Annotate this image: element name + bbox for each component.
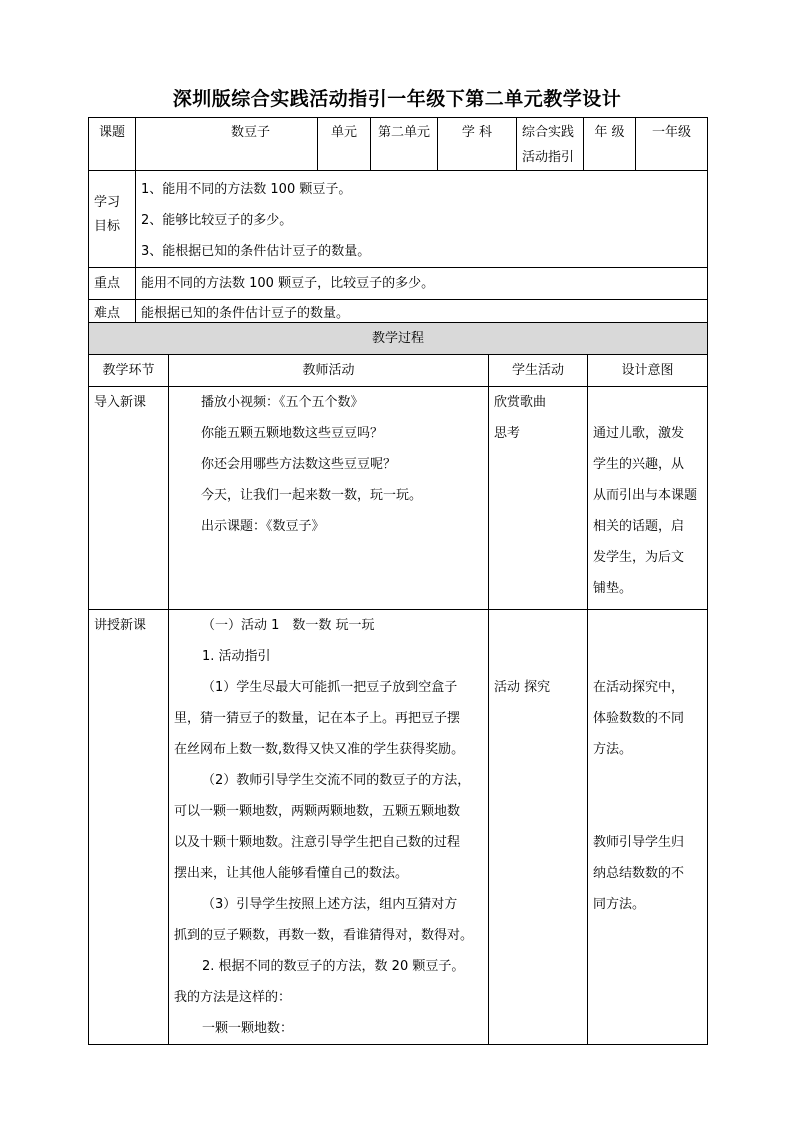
goal-item: 1、能用不同的方法数 100 颗豆子。 xyxy=(141,182,352,197)
intro-student xyxy=(489,387,588,610)
course-label: 课题 xyxy=(89,118,136,171)
lesson-student xyxy=(489,610,588,1045)
subject-value xyxy=(517,118,584,171)
teacher-line: 1. 活动指引 xyxy=(202,649,271,664)
teacher-line: 在丝网布上数一数,数得又快又准的学生获得奖励。 xyxy=(174,742,465,757)
teacher-line: （2）教师引导学生交流不同的数豆子的方法， xyxy=(202,773,471,788)
teacher-line: 2. 根据不同的数豆子的方法，数 20 颗豆子。 xyxy=(202,959,465,974)
column-student: 学生活动 xyxy=(489,355,588,387)
key-point-text: 能用不同的方法数 100 颗豆子，比较豆子的多少。 xyxy=(136,268,708,300)
student-line: 欣赏歌曲 xyxy=(494,395,547,410)
intent-line: 方法。 xyxy=(593,742,633,757)
teacher-line: （一）活动 1 数一数 玩一玩 xyxy=(202,618,375,633)
goals-label-line1: 学习 xyxy=(94,195,121,210)
teacher-line: 里，猜一猜豆子的数量，记在本子上。再把豆子摆 xyxy=(174,711,461,726)
teacher-line: 以及十颗十颗地数。注意引导学生把自己数的过程 xyxy=(174,835,461,850)
intent-line: 相关的话题，启 xyxy=(593,519,685,534)
subject-value-line1: 综合实践 xyxy=(522,125,575,140)
grade-label: 年 级 xyxy=(584,118,636,171)
course-value: 数豆子 xyxy=(136,118,318,171)
intent-line: 在活动探究中， xyxy=(593,680,685,695)
intent-line: 从而引出与本课题 xyxy=(593,488,698,503)
unit-value: 第二单元 xyxy=(371,118,438,171)
column-intent: 设计意图 xyxy=(588,355,708,387)
column-teacher: 教师活动 xyxy=(169,355,489,387)
lesson-teacher xyxy=(169,610,489,1045)
key-point-label: 重点 xyxy=(89,268,136,300)
subject-value-line2: 活动指引 xyxy=(522,150,575,165)
teacher-line: 一颗一颗地数： xyxy=(202,1021,294,1036)
intro-teacher xyxy=(169,387,489,610)
intent-line: 体验数数的不同 xyxy=(593,711,685,726)
subject-label: 学 科 xyxy=(438,118,517,171)
column-stage: 教学环节 xyxy=(89,355,169,387)
document-title: 深圳版综合实践活动指引一年级下第二单元教学设计 xyxy=(172,88,622,110)
student-line: 活动 探究 xyxy=(494,680,551,695)
teacher-line: 播放小视频：《五个五个数》 xyxy=(201,395,364,410)
intent-line: 发学生，为后文 xyxy=(593,550,685,565)
intro-intent xyxy=(588,387,708,610)
intent-line: 学生的兴趣，从 xyxy=(593,457,685,472)
teacher-line: 出示课题：《数豆子》 xyxy=(201,519,325,534)
teacher-line: 摆出来，让其他人能够看懂自己的数法。 xyxy=(174,866,409,881)
difficult-point-text: 能根据已知的条件估计豆子的数量。 xyxy=(136,300,708,328)
goals-label xyxy=(89,171,136,268)
goal-item: 2、能够比较豆子的多少。 xyxy=(141,213,293,228)
header-table xyxy=(88,117,708,328)
process-table xyxy=(88,322,708,1045)
lesson-stage: 讲授新课 xyxy=(89,610,169,1045)
goal-item: 3、能根据已知的条件估计豆子的数量。 xyxy=(141,244,371,259)
intent-line: 教师引导学生归 xyxy=(593,835,685,850)
teacher-line: 可以一颗一颗地数，两颗两颗地数，五颗五颗地数 xyxy=(174,804,461,819)
intent-line: 同方法。 xyxy=(593,897,646,912)
teacher-line: （1）学生尽最大可能抓一把豆子放到空盒子 xyxy=(202,680,458,695)
teacher-line: 我的方法是这样的： xyxy=(174,990,292,1005)
teacher-line: 你能五颗五颗地数这些豆豆吗？ xyxy=(201,426,384,441)
teacher-line: 今天，让我们一起来数一数，玩一玩。 xyxy=(201,488,423,503)
intro-stage: 导入新课 xyxy=(89,387,169,610)
teacher-line: （3）引导学生按照上述方法，组内互猜对方 xyxy=(202,897,458,912)
student-line: 思考 xyxy=(494,426,521,441)
intent-line: 铺垫。 xyxy=(593,581,633,596)
lesson-intent xyxy=(588,610,708,1045)
teacher-line: 你还会用哪些方法数这些豆豆呢？ xyxy=(201,457,397,472)
grade-value: 一年级 xyxy=(636,118,708,171)
intent-line: 纳总结数数的不 xyxy=(593,866,685,881)
difficult-point-label: 难点 xyxy=(89,300,136,328)
goals-label-line2: 目标 xyxy=(94,219,121,234)
goals-content xyxy=(136,171,708,268)
teacher-line: 抓到的豆子颗数，再数一数，看谁猜得对，数得对。 xyxy=(174,928,474,943)
unit-label: 单元 xyxy=(318,118,371,171)
intent-line: 通过儿歌，激发 xyxy=(593,426,685,441)
process-heading: 教学过程 xyxy=(89,323,708,355)
